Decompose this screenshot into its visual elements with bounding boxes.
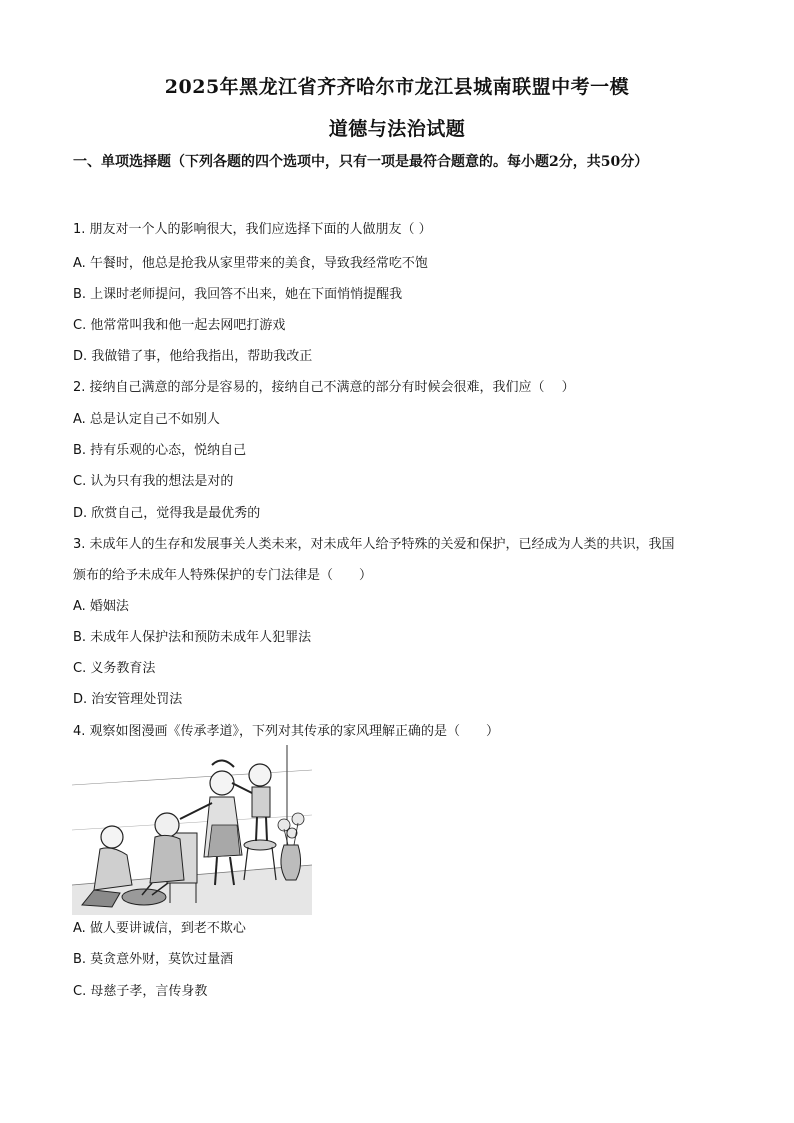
question-1-option-d: D. 我做错了事，他给我指出，帮助我改正 [73, 349, 313, 364]
question-2-stem: 2. 接纳自己满意的部分是容易的，接纳自己不满意的部分有时候会很难，我们应（ ） [73, 380, 575, 395]
question-2-option-d: D. 欣赏自己，觉得我是最优秀的 [73, 506, 261, 521]
question-1-option-a: A. 午餐时，他总是抢我从家里带来的美食，导致我经常吃不饱 [73, 256, 428, 271]
question-2-option-a: A. 总是认定自己不如别人 [73, 412, 220, 427]
exam-subtitle: 道德与法治试题 [328, 118, 466, 140]
question-3-option-c: C. 义务教育法 [73, 661, 156, 676]
question-4-option-b: B. 莫贪意外财，莫饮过量酒 [73, 952, 234, 967]
question-3-stem-line-1: 3. 未成年人的生存和发展事关人类未来，对未成年人给予特殊的关爱和保护，已经成为人类的共识，我国 [73, 537, 675, 552]
question-3-option-d: D. 治安管理处罚法 [73, 692, 183, 707]
question-2-option-b: B. 持有乐观的心态，悦纳自己 [73, 443, 247, 458]
comic-filial-piety-image [72, 745, 312, 915]
question-4-stem: 4. 观察如图漫画《传承孝道》，下列对其传承的家风理解正确的是（ ） [73, 724, 500, 739]
question-4-option-c: C. 母慈子孝，言传身教 [73, 984, 208, 999]
question-4-option-a: A. 做人要讲诚信，到老不欺心 [73, 921, 246, 936]
question-2-option-c: C. 认为只有我的想法是对的 [73, 474, 234, 489]
question-1-stem: 1. 朋友对一个人的影响很大，我们应选择下面的人做朋友（ ） [73, 222, 432, 237]
question-1-option-c: C. 他常常叫我和他一起去网吧打游戏 [73, 318, 286, 333]
question-1-option-b: B. 上课时老师提问，我回答不出来，她在下面悄悄提醒我 [73, 287, 403, 302]
exam-title: 2025年黑龙江省齐齐哈尔市龙江县城南联盟中考一模 [164, 76, 630, 98]
question-3-option-a: A. 婚姻法 [73, 599, 129, 614]
section-heading: 一、单项选择题（下列各题的四个选项中，只有一项是最符合题意的。每小题2分，共50分） [73, 154, 649, 170]
question-3-option-b: B. 未成年人保护法和预防未成年人犯罪法 [73, 630, 312, 645]
question-3-stem-line-2: 颁布的给予未成年人特殊保护的专门法律是（ ） [73, 568, 373, 583]
